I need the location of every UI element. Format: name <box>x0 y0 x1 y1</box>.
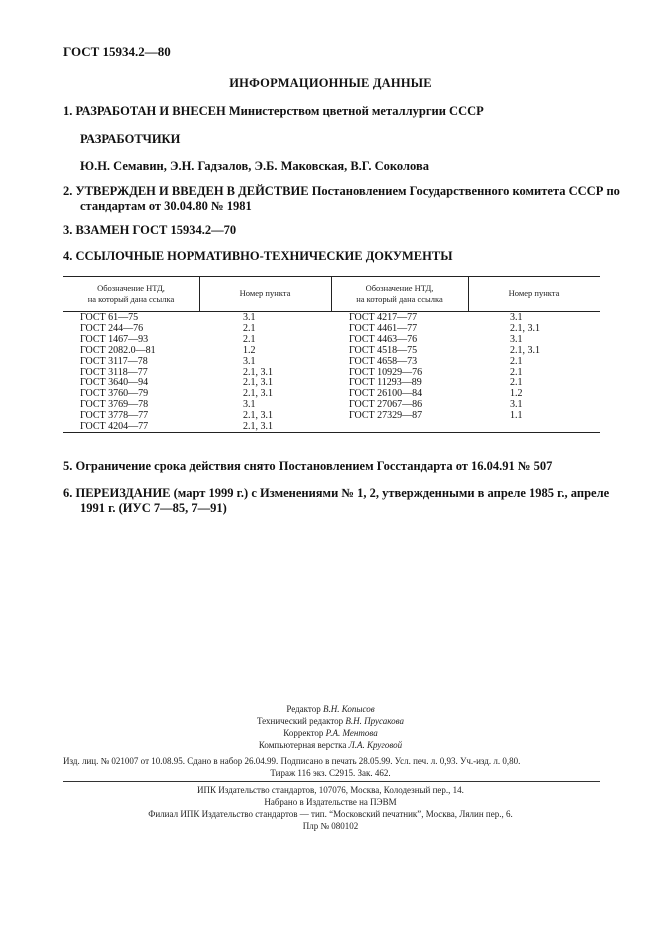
left-clause-cell: 3.1 <box>243 312 256 323</box>
right-doc-cell: ГОСТ 4658—73 <box>349 355 418 367</box>
editor-name: В.Н. Копысов <box>323 704 375 714</box>
item-4-number: 4. <box>63 249 73 263</box>
table-bottom-rule <box>63 432 600 433</box>
left-clause-cell: 2.1, 3.1 <box>243 377 273 389</box>
left-clause-cell: 2.1 <box>243 322 256 334</box>
item-6-lead: ПЕРЕИЗДАНИЕ <box>75 486 171 500</box>
right-clause-cell: 2.1 <box>510 377 523 389</box>
item-3-number: 3. <box>63 223 73 237</box>
editor-label: Редактор <box>286 704 323 714</box>
item-6-number: 6. <box>63 486 73 500</box>
item-2-number: 2. <box>63 184 73 198</box>
header-clause-right: Номер пункта <box>508 288 560 298</box>
left-doc-cell: ГОСТ 3118—77 <box>80 366 148 378</box>
item-1-text: Министерством цветной металлургии СССР <box>225 104 484 118</box>
item-4-lead: ССЫЛОЧНЫЕ НОРМАТИВНО-ТЕХНИЧЕСКИЕ ДОКУМЕНТЫ <box>75 249 453 263</box>
item-1-lead: РАЗРАБОТАН И ВНЕСЕН <box>75 104 226 118</box>
reference-table <box>63 276 600 432</box>
imprint-license-line: Изд. лиц. № 021007 от 10.08.95. Сдано в набор 26.04.99. Подписано в печать 28.05.99. Усл. печ. л. 0,93. Уч.-изд. л. 0,80. <box>63 756 521 766</box>
left-doc-cell: ГОСТ 3778—77 <box>80 410 149 422</box>
right-doc-cell: ГОСТ 4463—76 <box>349 333 418 345</box>
layout-label: Компьютерная верстка <box>258 740 349 750</box>
item-2-line2: стандартам от 30.04.80 № 1981 <box>80 199 252 213</box>
right-clause-cell: 3.1 <box>510 312 523 323</box>
item-1 <box>63 104 484 119</box>
imprint-print-run: Тираж 116 экз. С2915. Зак. 462. <box>270 768 391 778</box>
right-doc-cell: ГОСТ 4217—77 <box>349 312 418 323</box>
left-clause-cell: 2.1, 3.1 <box>243 421 273 433</box>
left-doc-cell: ГОСТ 3640—94 <box>80 377 149 389</box>
left-clause-column <box>243 313 273 433</box>
right-doc-cell: ГОСТ 27329—87 <box>349 410 423 422</box>
item-5-text: Ограничение срока действия снято Постановлением Госстандарта от 16.04.91 № 507 <box>75 459 553 473</box>
left-clause-cell: 2.1, 3.1 <box>243 410 273 422</box>
right-clause-cell: 3.1 <box>510 333 523 345</box>
left-doc-cell: ГОСТ 3769—78 <box>80 399 149 411</box>
item-3 <box>63 223 236 238</box>
right-clause-cell: 2.1, 3.1 <box>510 344 540 356</box>
corrector-name: Р.А. Ментова <box>325 728 378 738</box>
imprint-plr: Плр № 080102 <box>302 821 359 831</box>
right-doc-cell: ГОСТ 4461—77 <box>349 322 418 334</box>
right-doc-column <box>349 313 422 422</box>
document-header: ГОСТ 15934.2—80 <box>63 44 171 59</box>
header-designation-line2: на который дана ссылка <box>356 294 443 304</box>
developers-list: Ю.Н. Семавин, Э.Н. Гадзалов, Э.Б. Маковская, В.Г. Соколова <box>80 159 429 173</box>
tech-editor-label: Технический редактор <box>256 716 346 726</box>
left-doc-cell: ГОСТ 4204—77 <box>80 421 149 433</box>
item-1-number: 1. <box>63 104 73 118</box>
header-designation-line1: Обозначение НТД, <box>97 283 165 293</box>
right-doc-cell: ГОСТ 10929—76 <box>349 366 423 378</box>
section-title: ИНФОРМАЦИОННЫЕ ДАННЫЕ <box>229 76 432 90</box>
imprint-layout <box>0 740 661 750</box>
imprint-corrector <box>0 728 661 738</box>
right-doc-cell: ГОСТ 27067—86 <box>349 399 423 411</box>
left-clause-cell: 3.1 <box>243 355 256 367</box>
right-clause-cell: 2.1 <box>510 366 523 378</box>
right-doc-cell: ГОСТ 26100—84 <box>349 388 423 400</box>
corrector-label: Корректор <box>283 728 326 738</box>
imprint-rule <box>63 781 600 782</box>
imprint-editor <box>0 704 661 714</box>
imprint-publisher-1: ИПК Издательство стандартов, 107076, Москва, Колодезный пер., 14. <box>197 785 464 795</box>
right-clause-cell: 3.1 <box>510 399 523 411</box>
left-clause-cell: 2.1 <box>243 333 256 345</box>
left-clause-cell: 2.1, 3.1 <box>243 388 273 400</box>
header-designation-left <box>63 283 199 305</box>
item-2-lead: УТВЕРЖДЕН И ВВЕДЕН В ДЕЙСТВИЕ <box>75 184 309 198</box>
item-3-lead: ВЗАМЕН ГОСТ 15934.2—70 <box>75 223 237 237</box>
left-clause-cell: 1.2 <box>243 344 256 356</box>
item-5-number: 5. <box>63 459 73 473</box>
right-doc-cell: ГОСТ 11293—89 <box>349 377 422 389</box>
item-6 <box>63 486 609 501</box>
left-doc-cell: ГОСТ 244—76 <box>80 322 144 334</box>
right-clause-cell: 2.1 <box>510 355 523 367</box>
left-clause-cell: 3.1 <box>243 399 256 411</box>
left-doc-cell: ГОСТ 61—75 <box>80 312 139 323</box>
item-2-text: Постановлением Государственного комитета СССР по <box>308 184 620 198</box>
left-doc-cell: ГОСТ 2082.0—81 <box>80 344 156 356</box>
header-clause-left: Номер пункта <box>239 288 291 298</box>
item-4 <box>63 249 452 264</box>
imprint-publisher-3: Филиал ИПК Издательство стандартов — тип. “Московский печатник”, Москва, Лялин пер., 6. <box>148 809 513 819</box>
developers-heading: РАЗРАБОТЧИКИ <box>80 132 181 146</box>
header-designation-right <box>331 283 468 305</box>
right-clause-cell: 2.1, 3.1 <box>510 322 540 334</box>
right-clause-cell: 1.1 <box>510 410 523 422</box>
right-doc-cell: ГОСТ 4518—75 <box>349 344 418 356</box>
item-5 <box>63 459 552 474</box>
item-6-text: (март 1999 г.) с Изменениями № 1, 2, утвержденными в апреле 1985 г., апреле <box>170 486 610 500</box>
header-designation-line1: Обозначение НТД, <box>365 283 434 293</box>
imprint-tech-editor <box>0 716 661 726</box>
imprint-publisher-2: Набрано в Издательстве на ПЭВМ <box>264 797 397 807</box>
left-doc-cell: ГОСТ 3760—79 <box>80 388 149 400</box>
item-6-line2: 1991 г. (ИУС 7—85, 7—91) <box>80 501 227 515</box>
right-clause-cell: 1.2 <box>510 388 523 400</box>
item-2 <box>63 184 620 199</box>
left-clause-cell: 2.1, 3.1 <box>243 366 273 378</box>
tech-editor-name: В.Н. Прусакова <box>345 716 405 726</box>
left-doc-cell: ГОСТ 3117—78 <box>80 355 148 367</box>
layout-name: Л.А. Круговой <box>348 740 403 750</box>
right-clause-column <box>510 313 540 422</box>
header-designation-line2: на который дана ссылка <box>87 294 175 304</box>
left-doc-cell: ГОСТ 1467—93 <box>80 333 149 345</box>
left-doc-column <box>80 313 156 433</box>
